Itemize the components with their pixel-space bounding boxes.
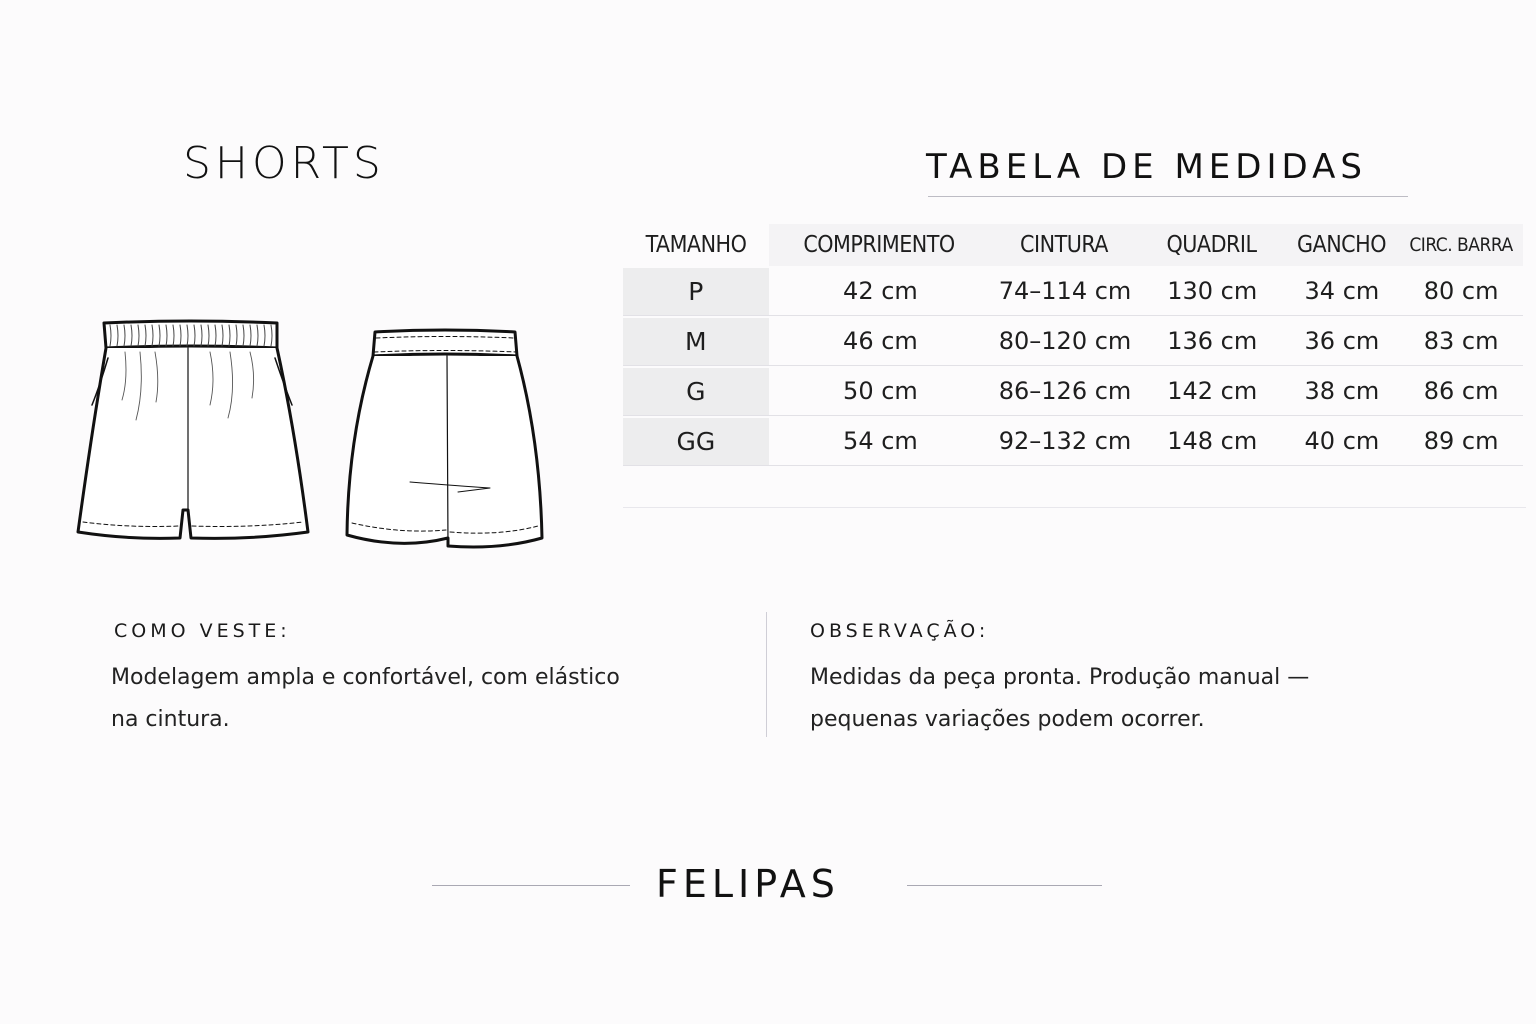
hip-cell: 130 cm [1167, 277, 1258, 305]
shorts-sketch-image [70, 310, 560, 560]
note-description-line: Medidas da peça pronta. Produção manual — [810, 665, 1310, 690]
header-hem: CIRC. BARRA [1399, 224, 1523, 266]
waist-cell: 92–132 cm [998, 427, 1132, 455]
table-row [623, 318, 1523, 366]
table-title-underline [928, 196, 1408, 197]
size-table [623, 224, 1523, 466]
table-header-row [623, 224, 1523, 266]
hem-cell: 86 cm [1423, 377, 1499, 405]
waist-cell: 80–120 cm [998, 327, 1132, 355]
section-divider [766, 612, 767, 737]
fit-description [111, 657, 711, 741]
brand-name: FELIPAS [656, 862, 840, 906]
hip-cell: 148 cm [1167, 427, 1258, 455]
fit-description-line: na cintura. [111, 707, 230, 732]
rise-cell: 36 cm [1304, 327, 1380, 355]
hem-cell: 83 cm [1423, 327, 1499, 355]
product-title: SHORTS [183, 138, 385, 189]
rise-cell: 34 cm [1304, 277, 1380, 305]
waist-cell: 86–126 cm [998, 377, 1132, 405]
header-size: TAMANHO [645, 232, 747, 258]
brand-rule-right [907, 885, 1102, 886]
length-cell: 46 cm [843, 327, 918, 355]
hem-cell: 80 cm [1423, 277, 1499, 305]
fit-description-line: Modelagem ampla e confortável, com elástico [111, 665, 620, 690]
note-description-line: pequenas variações podem ocorrer. [810, 707, 1205, 732]
hem-cell: 89 cm [1423, 427, 1499, 455]
size-table-title: TABELA DE MEDIDAS [926, 147, 1367, 187]
header-length: COMPRIMENTO [769, 224, 989, 266]
size-cell: P [623, 268, 771, 315]
shorts-back-sketch [347, 330, 542, 547]
shorts-front-sketch [78, 321, 308, 538]
table-row [623, 368, 1523, 416]
length-cell: 54 cm [843, 427, 918, 455]
rise-cell: 40 cm [1304, 427, 1380, 455]
brand-rule-left [432, 885, 630, 886]
fit-section-label: COMO VESTE: [114, 620, 291, 642]
table-row [623, 268, 1523, 316]
hip-cell: 136 cm [1167, 327, 1258, 355]
header-hip: QUADRIL [1139, 224, 1284, 266]
size-cell: G [623, 368, 771, 415]
length-cell: 42 cm [843, 277, 918, 305]
header-rise: GANCHO [1284, 224, 1399, 266]
note-section-label: OBSERVAÇÃO: [810, 620, 990, 642]
waist-cell: 74–114 cm [998, 277, 1132, 305]
table-row [623, 418, 1523, 466]
rise-cell: 38 cm [1304, 377, 1380, 405]
size-cell: GG [623, 418, 771, 465]
table-bottom-divider [623, 507, 1526, 508]
header-waist: CINTURA [989, 224, 1139, 266]
hip-cell: 142 cm [1167, 377, 1258, 405]
note-description [810, 657, 1430, 741]
size-cell: M [623, 318, 771, 365]
length-cell: 50 cm [843, 377, 918, 405]
